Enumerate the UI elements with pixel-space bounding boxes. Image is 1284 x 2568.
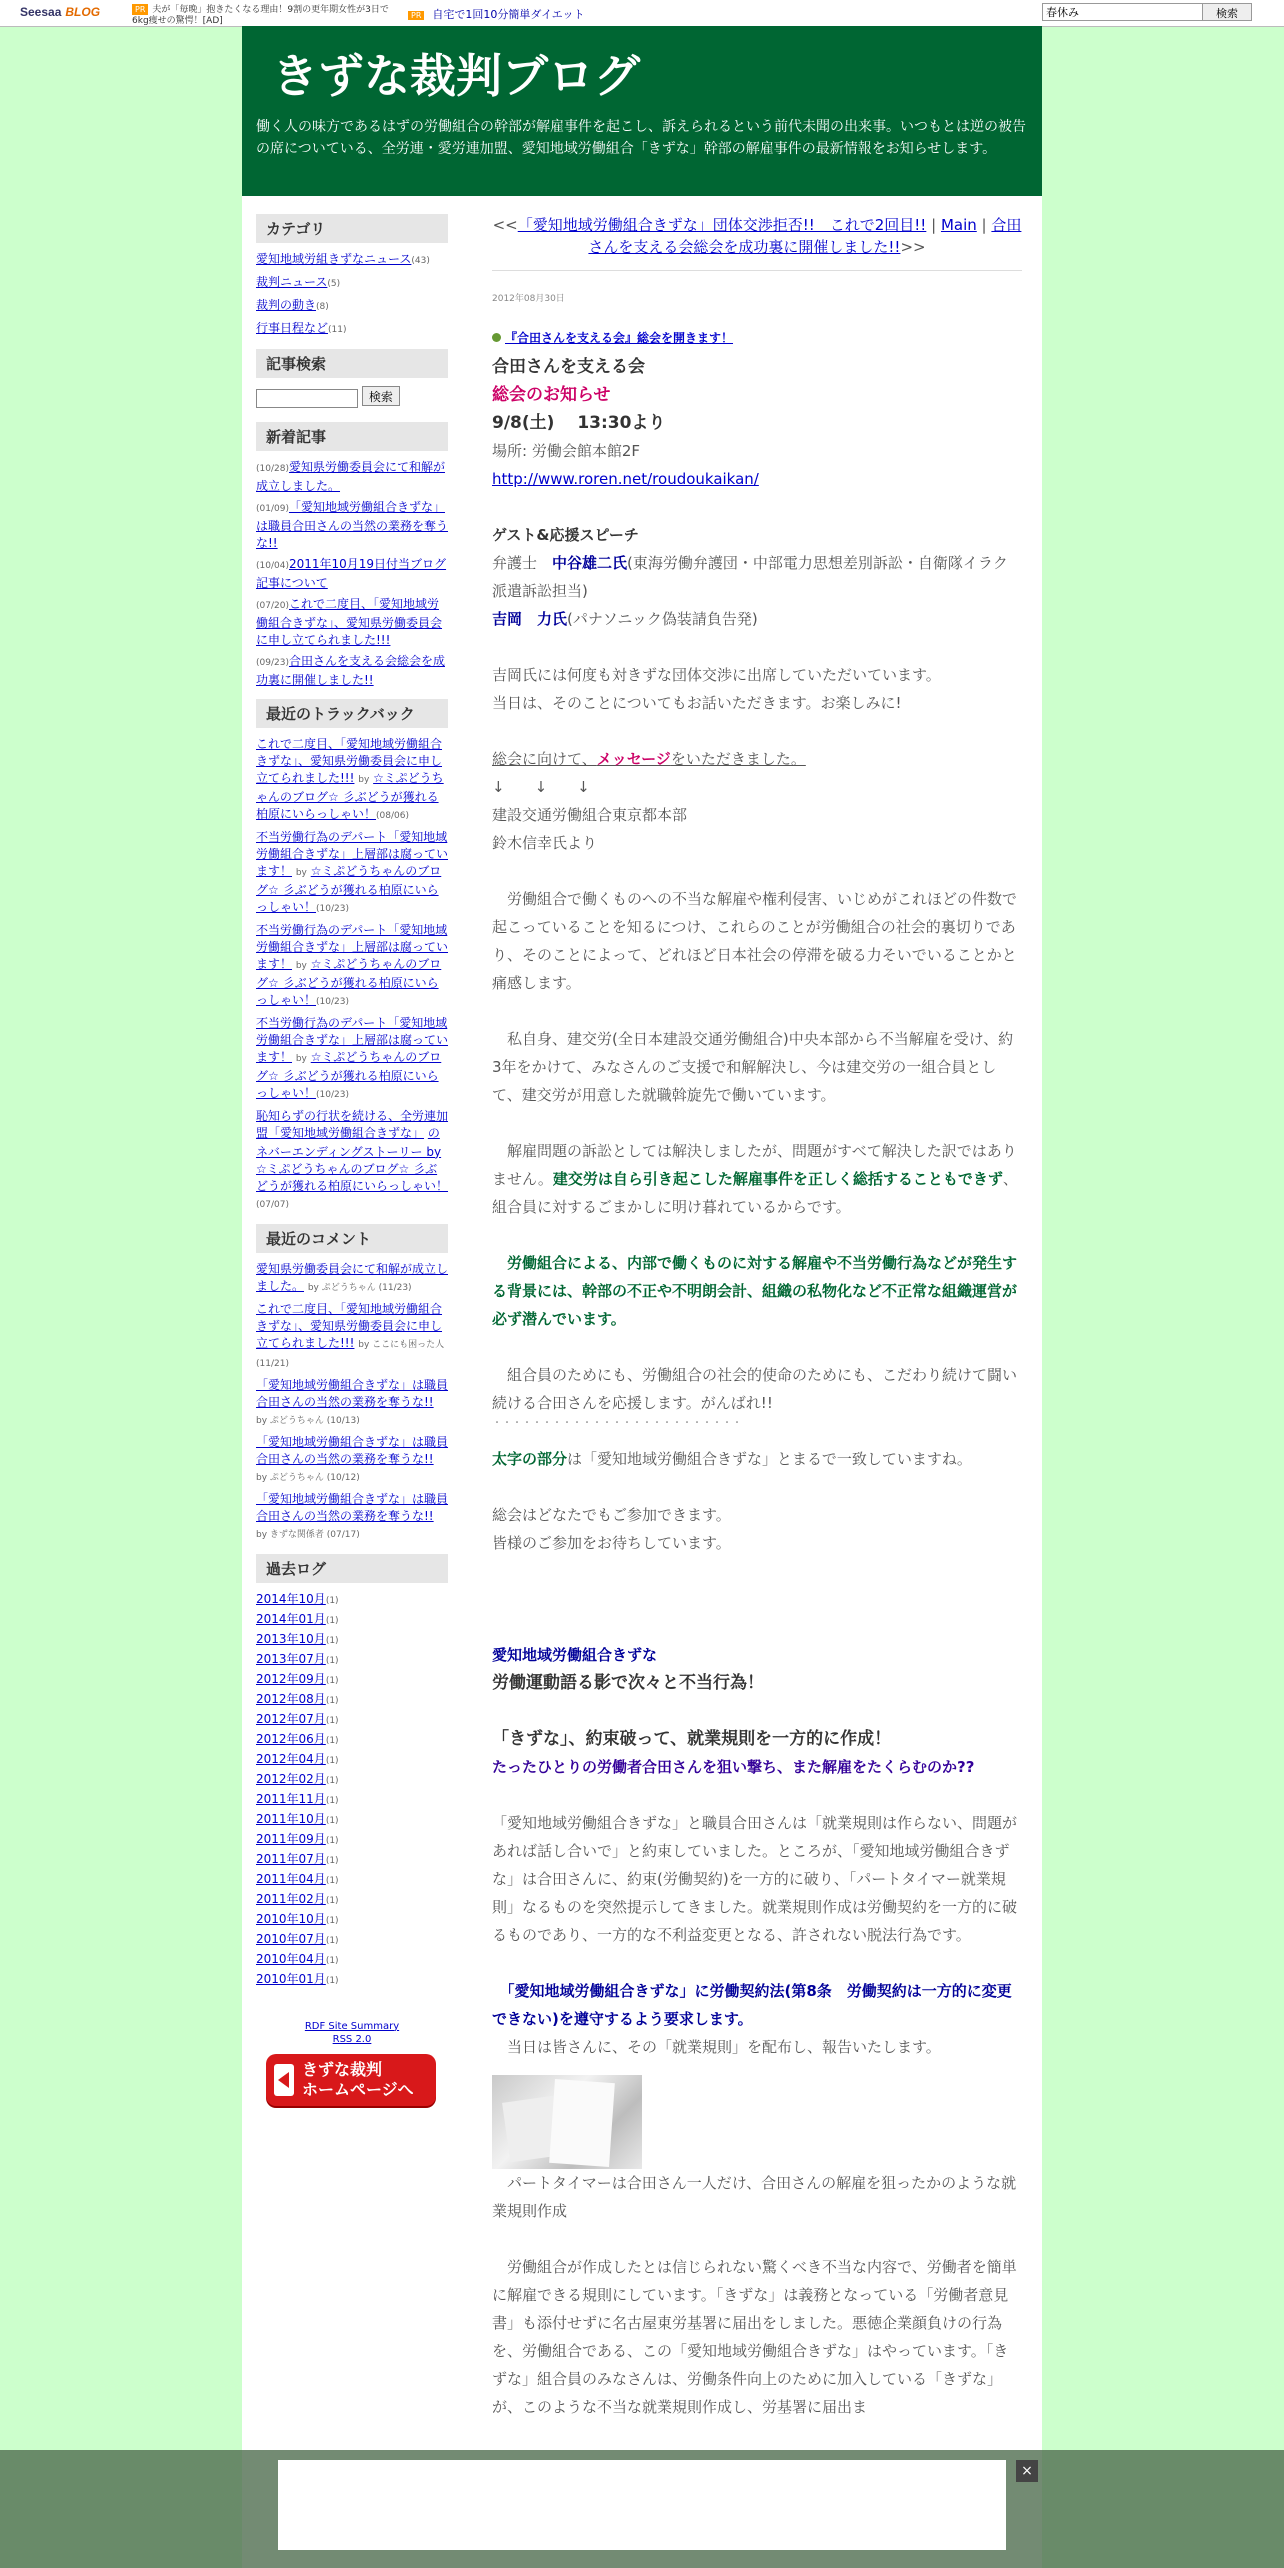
new-article-link[interactable]: 2011年10月19日付当ブログ記事について	[256, 556, 447, 590]
blog-description: 働く人の味方であるはずの労働組合の幹部が解雇事件を起こし、訴えられるという前代未聞の出来事。いつもとは逆の被告の席についている、全労連・愛労連加盟、愛知地域労働組合「きずな」幹部の解雇事件の最新情報をお知らせします。	[256, 119, 1026, 157]
homepage-button[interactable]	[266, 2054, 436, 2106]
article-date: (10/04)	[256, 560, 289, 571]
article-date: (09/23)	[256, 657, 289, 668]
logo-brand: Seesaa	[20, 5, 62, 19]
category-item	[256, 251, 448, 270]
trackback-link[interactable]: 恥知らずの行状を続ける、全労連加盟「愛知地域労働組合きずな」	[256, 1108, 449, 1140]
article-date: (10/28)	[256, 463, 289, 474]
body-line: 建設交通労働組合東京都本部	[492, 806, 688, 824]
category-link[interactable]: 行事日程など	[256, 321, 329, 335]
comment-item	[256, 1261, 448, 1297]
bullet-icon	[492, 333, 501, 342]
comment-meta: by ぷどうちゃん (10/13)	[256, 1415, 360, 1426]
trackback-by: by	[358, 774, 370, 785]
comment-link[interactable]: 愛知県労働委員会にて和解が成立しました。	[256, 1261, 449, 1293]
archive-link[interactable]: 2012年06月	[256, 1731, 326, 1746]
trackback-source-link[interactable]: ☆ミぷどうちゃんのブログ☆ 彡ぶどうが獲れる柏原にいらっしゃい！	[256, 956, 442, 1007]
archive-title: 過去ログ	[256, 1554, 448, 1583]
body-line: 労働運動語る影で次々と不当行為！	[492, 1673, 764, 1693]
body-paragraph: 組合員のためにも、労働組合の社会的使命のためにも、こだわり続けて闘い続ける合田さんを応援します。がんばれ!!	[492, 1366, 1018, 1412]
archive-count: (1)	[325, 1715, 339, 1726]
pr-tag: PR	[132, 4, 148, 15]
nav-separator: |	[981, 216, 987, 234]
comment-link[interactable]: 「愛知地域労働組合きずな」は職員合田さんの当然の業務を奪うな!!	[256, 1434, 449, 1466]
archive-link[interactable]: 2010年10月	[256, 1911, 326, 1926]
body-paragraph	[492, 1977, 1022, 2033]
rdf-link[interactable]: RDF Site Summary	[304, 2020, 400, 2032]
category-item	[256, 274, 448, 293]
body-paragraph: 労働組合で働くものへの不当な解雇や権利侵害、いじめがこれほどの件数で起こっていることを知るにつけ、これらのことが労働組合の社会的裏切りであり、そのことによって、どれほど日本社会の停滞を破る力そいでいることかと痛感します。	[492, 890, 1018, 992]
archive-link[interactable]: 2012年04月	[256, 1751, 326, 1766]
trackback-date: (10/23)	[316, 903, 349, 914]
sidebar	[256, 204, 448, 2106]
trackback-link[interactable]: これで二度目、「愛知地域労働組合きずな」、愛知県労働委員会に申し立てられました!!!	[256, 736, 443, 785]
archive-link[interactable]: 2012年02月	[256, 1771, 326, 1786]
body-paragraph: 「愛知地域労働組合きずな」と職員合田さんは「就業規則は作らない、問題があれば話し合いで」と約束していました。ところが、「愛知地域労働組合きずな」は合田さんに、約束(労働契約)を一方的に破り、「パートタイマー就業規則」なるものを突然提示してきました。就業規則作成は労働契約を一方的に破るものであり、一方的な不利益変更となる、許されない脱法行為です。	[492, 1814, 1018, 1944]
category-item	[256, 320, 448, 339]
body-line: 「きずな」、約束破って、就業規則を一方的に作成！	[492, 1729, 892, 1749]
archive-item	[256, 1971, 448, 1990]
archive-item	[256, 1771, 448, 1790]
blog-title[interactable]: きずな裁判ブログ	[272, 49, 640, 103]
body-line: たったひとりの労働者合田さんを狙い撃ち、また解雇をたくらむのか??	[492, 1758, 975, 1776]
new-article-item	[256, 459, 448, 495]
main-content	[492, 214, 1022, 2421]
rules-document-photo[interactable]	[492, 2075, 642, 2169]
blog-header	[242, 26, 1042, 196]
category-count: (8)	[316, 302, 329, 312]
archive-count: (1)	[325, 1895, 339, 1906]
trackback-source-link[interactable]: ☆ミぷどうちゃんのブログ☆ 彡ぶどうが獲れる柏原にいらっしゃい！	[256, 1049, 442, 1100]
nav-separator: |	[931, 216, 937, 234]
archive-count: (1)	[325, 1735, 339, 1746]
homepage-button-line2: ホームページへ	[302, 2079, 414, 2099]
archive-link[interactable]: 2010年07月	[256, 1931, 326, 1946]
archive-count: (1)	[325, 1595, 339, 1606]
body-line	[492, 1445, 1022, 1473]
top-ad-link-1[interactable]	[132, 4, 402, 27]
archive-link[interactable]: 2011年04月	[256, 1871, 326, 1886]
archive-count: (1)	[325, 1935, 339, 1946]
archive-list	[256, 1591, 448, 1990]
page-body	[242, 196, 1042, 2568]
body-line: 当日は皆さんに、その「就業規則」を配布し、報告いたします。	[492, 2038, 941, 2056]
comments-list	[256, 1261, 448, 1544]
main-link[interactable]: Main	[940, 216, 977, 234]
new-article-link[interactable]: これで二度目、「愛知地域労働組合きずな」、愛知県労働委員会に申し立てられました!!!	[256, 596, 443, 647]
prev-post-link[interactable]: 「愛知地域労働組合きずな」団体交渉拒否!! これで2回目!!	[517, 216, 927, 234]
homepage-button-line1: きずな裁判	[302, 2059, 383, 2079]
archive-count: (1)	[325, 1815, 339, 1826]
comment-meta: by きずな関係者 (07/17)	[256, 1529, 360, 1540]
seesaa-logo[interactable]	[20, 5, 100, 19]
body-line: ゲスト&応援スピーチ	[492, 526, 639, 544]
body-line: 愛知地域労働組合きずな	[492, 1646, 658, 1664]
archive-item	[256, 1791, 448, 1810]
trackback-by: by	[295, 867, 307, 878]
trackback-by: by	[295, 1053, 307, 1064]
comment-link[interactable]: 「愛知地域労働組合きずな」は職員合田さんの当然の業務を奪うな!!	[256, 1491, 449, 1523]
archive-link[interactable]: 2014年10月	[256, 1591, 326, 1606]
archive-count: (1)	[325, 1635, 339, 1646]
bottom-ad-box[interactable]	[278, 2460, 1006, 2550]
next-post-link[interactable]: 合田さんを支える会総会を成功裏に開催しました!!	[588, 216, 1022, 256]
trackback-item	[256, 1015, 448, 1104]
trackback-date: (10/23)	[316, 1089, 349, 1100]
archive-item	[256, 1631, 448, 1650]
archive-item	[256, 1871, 448, 1890]
text-span: 「愛知地域労働組合きずな」に	[492, 1982, 710, 2000]
comment-meta: by ぷどうちゃん (11/23)	[307, 1282, 412, 1293]
close-icon[interactable]: ×	[1016, 2460, 1038, 2482]
photo-caption: パートタイマーは合田さん一人だけ、合田さんの解雇を狙ったかのような就業規則作成	[492, 2174, 1017, 2220]
sidebar-search	[256, 386, 448, 408]
text-span: 労働契約法(第8条 労働契約は一方的に変更できない)	[492, 1982, 1012, 2028]
venue-url-link[interactable]: http://www.roren.net/roudoukaikan/	[492, 470, 759, 488]
archive-link[interactable]: 2012年07月	[256, 1711, 326, 1726]
archive-item	[256, 1911, 448, 1930]
trackback-date: (10/23)	[316, 996, 349, 1007]
comment-item	[256, 1377, 448, 1430]
category-item	[256, 297, 448, 316]
text-span: をいただきました。	[670, 750, 806, 768]
archive-count: (1)	[325, 1675, 339, 1686]
top-ad-link-2[interactable]	[408, 6, 585, 22]
body-paragraph: 私自身、建交労(全日本建設交通労働組合)中央本部から不当解雇を受け、約3年をかけて、みなさんのご支援で和解解決し、今は建交労の一組合員として、建交労が用意した就職斡旋先で働いています。	[492, 1030, 1014, 1104]
body-paragraph	[492, 1137, 1022, 1221]
comment-link[interactable]: これで二度目、「愛知地域労働組合きずな」、愛知県労働委員会に申し立てられました!!!	[256, 1301, 443, 1350]
body-line: 総会はどなたでもご参加できます。	[492, 1506, 731, 1524]
archive-link[interactable]: 2010年04月	[256, 1951, 326, 1966]
archive-link[interactable]: 2011年02月	[256, 1891, 326, 1906]
dotted-separator: ・・・・・・・・・・・・・・・・・・・・・・・・・	[492, 1418, 742, 1429]
archive-item	[256, 1651, 448, 1670]
comment-link[interactable]: 「愛知地域労働組合きずな」は職員合田さんの当然の業務を奪うな!!	[256, 1377, 449, 1409]
trackback-link[interactable]: 不当労働行為のデパート「愛知地域労働組合きずな」上層部は腐っています！	[256, 922, 449, 971]
archive-item	[256, 1891, 448, 1910]
article-date: (07/20)	[256, 600, 289, 611]
text-span: は「愛知地域労働組合きずな」とまるで一致していますね。	[567, 1450, 972, 1468]
archive-count: (1)	[325, 1695, 339, 1706]
archive-item	[256, 1851, 448, 1870]
trackback-item	[256, 922, 448, 1011]
article-date: (01/09)	[256, 503, 289, 514]
new-articles-list	[256, 459, 448, 689]
body-line	[492, 605, 1022, 633]
body-line: ↓ ↓ ↓	[492, 778, 590, 796]
category-count: (43)	[411, 256, 430, 266]
new-article-link[interactable]: 愛知県労働委員会にて和解が成立しました。	[256, 459, 445, 493]
trackback-date: (07/07)	[256, 1199, 289, 1210]
archive-link[interactable]: 2013年10月	[256, 1631, 326, 1646]
new-articles-title: 新着記事	[256, 422, 448, 451]
archive-item	[256, 1811, 448, 1830]
body-line: 吉岡氏には何度も対きずな団体交渉に出席していただいています。	[492, 666, 941, 684]
categories-title: カテゴリ	[256, 214, 448, 243]
comment-meta: by ここにも困った人 (11/21)	[256, 1339, 445, 1369]
search-title: 記事検索	[256, 349, 448, 378]
comment-meta: by ぷどうちゃん (10/12)	[256, 1472, 360, 1483]
body-line	[492, 549, 1022, 605]
post-title	[492, 331, 1022, 345]
text-span: 中谷雄二氏	[552, 554, 628, 572]
body-line: 総会のお知らせ	[492, 385, 611, 405]
rss-link[interactable]: RSS 2.0	[332, 2033, 372, 2045]
trackback-link[interactable]: 不当労働行為のデパート「愛知地域労働組合きずな」上層部は腐っています！	[256, 829, 449, 878]
archive-item	[256, 1691, 448, 1710]
arrow-left-icon	[274, 2064, 294, 2096]
archive-link[interactable]: 2011年07月	[256, 1851, 326, 1866]
text-span: (パナソニック偽装請負告発)	[567, 610, 758, 628]
archive-link[interactable]: 2011年11月	[256, 1791, 326, 1806]
archive-link[interactable]: 2014年01月	[256, 1611, 326, 1626]
sidebar-search-button[interactable]: 検索	[362, 386, 400, 406]
archive-item	[256, 1611, 448, 1630]
top-search-button[interactable]: 検索	[1202, 3, 1252, 21]
text-span: メッセージ	[596, 750, 671, 768]
category-link[interactable]: 裁判の動き	[256, 298, 317, 312]
text-span: (東海労働弁護団・中部電力思想差別訴訟・自衛隊イラク派遣訴訟担当)	[492, 554, 1008, 600]
archive-count: (1)	[325, 1915, 339, 1926]
trackback-link[interactable]: 不当労働行為のデパート「愛知地域労働組合きずな」上層部は腐っています！	[256, 1015, 449, 1064]
text-span: 解雇問題の訴訟としては解決しましたが、問題がすべて解決した訳ではありません。	[492, 1142, 1017, 1188]
text-span: 建交労は自ら引き起こした解雇事件を正しく総括することもできず	[552, 1170, 1003, 1188]
body-line: 9/8(土) 13:30より	[492, 413, 666, 433]
text-span: 吉岡 力氏	[492, 610, 568, 628]
sidebar-search-input[interactable]	[256, 389, 358, 408]
trackback-item	[256, 736, 448, 825]
new-article-item	[256, 499, 448, 552]
archive-count: (1)	[325, 1835, 339, 1846]
homepage-button-label	[302, 2060, 414, 2100]
trackback-source-link[interactable]: ☆ミぷどうちゃんのブログ☆ 彡ぶどうが獲れる柏原にいらっしゃい！	[256, 770, 444, 821]
body-line: 皆様のご参加をお待ちしています。	[492, 1534, 731, 1552]
new-article-item	[256, 653, 448, 689]
text-span: 太字の部分	[492, 1450, 568, 1468]
new-article-item	[256, 556, 448, 592]
comments-title: 最近のコメント	[256, 1224, 448, 1253]
categories-list	[256, 251, 448, 339]
archive-link[interactable]: 2012年08月	[256, 1691, 326, 1706]
top-ad-bar	[0, 0, 1284, 27]
archive-item	[256, 1591, 448, 1610]
archive-link[interactable]: 2010年01月	[256, 1971, 326, 1986]
archive-count: (1)	[325, 1615, 339, 1626]
new-article-link[interactable]: 合田さんを支える会総会を成功裏に開催しました!!	[256, 653, 445, 687]
archive-count: (1)	[325, 1755, 339, 1766]
archive-count: (1)	[325, 1655, 339, 1666]
archive-count: (1)	[325, 1975, 339, 1986]
text-span: 総会に向けて、	[492, 750, 597, 768]
category-link[interactable]: 愛知地域労組きずなニュース	[256, 252, 412, 266]
comment-item	[256, 1301, 448, 1373]
pr-tag: PR	[408, 11, 424, 20]
archive-item	[256, 1731, 448, 1750]
text-span: を遵守するよう要求します。	[558, 2010, 753, 2028]
body-line: 場所: 労働会館本館2F	[492, 442, 640, 460]
trackbacks-list	[256, 736, 448, 1214]
comment-item	[256, 1434, 448, 1487]
body-line: 合田さんを支える会	[492, 357, 645, 377]
archive-link[interactable]: 2011年09月	[256, 1831, 326, 1846]
paper-shape	[549, 2079, 615, 2167]
ad-text: 夫が「毎晩」抱きたくなる理由！9割の更年期女性が3日で6kg痩せの驚愕！[AD]	[132, 5, 389, 26]
body-line: 当日は、そのことについてもお話いただきます。お楽しみに!	[492, 694, 902, 712]
archive-item	[256, 1831, 448, 1850]
comment-item	[256, 1491, 448, 1544]
logo-blog: BLOG	[65, 5, 101, 19]
top-search-input[interactable]	[1042, 3, 1205, 21]
post-navigation	[492, 214, 1022, 271]
archive-link[interactable]: 2012年09月	[256, 1671, 326, 1686]
archive-item	[256, 1711, 448, 1730]
text-span: 、組合員に対するごまかしに明け暮れているからです。	[492, 1170, 1018, 1216]
archive-count: (1)	[325, 1855, 339, 1866]
archive-count: (1)	[325, 1875, 339, 1886]
bottom-ad-overlay	[0, 2450, 1284, 2568]
category-count: (11)	[328, 325, 347, 335]
archive-count: (1)	[325, 1775, 339, 1786]
nav-prev-prefix: <<	[492, 216, 518, 234]
category-count: (5)	[327, 279, 341, 289]
trackback-item	[256, 1108, 448, 1214]
trackback-date: (08/06)	[376, 810, 409, 821]
ad-text: 自宅で1回10分簡単ダイエット	[432, 8, 585, 21]
post-date: 2012年08月30日	[492, 294, 565, 304]
trackbacks-title: 最近のトラックバック	[256, 699, 448, 728]
new-article-item	[256, 596, 448, 649]
archive-count: (1)	[325, 1795, 339, 1806]
archive-link[interactable]: 2013年07月	[256, 1651, 326, 1666]
new-article-link[interactable]: 「愛知地域労働組合きずな」は職員合田さんの当然の業務を奪うな!!	[256, 499, 449, 550]
trackback-item	[256, 829, 448, 918]
archive-item	[256, 1951, 448, 1970]
trackback-source-link[interactable]: ☆ミぷどうちゃんのブログ☆ 彡ぶどうが獲れる柏原にいらっしゃい！	[256, 863, 442, 914]
body-paragraph: 労働組合による、内部で働くものに対する解雇や不当労働行為などが発生する背景には、幹部の不正や不明朗会計、組織の私物化など不正常な組織運営が必ず潜んでいます。	[492, 1254, 1018, 1328]
text-span: 弁護士	[492, 554, 553, 572]
archive-count: (1)	[325, 1955, 339, 1966]
archive-item	[256, 1931, 448, 1950]
archive-item	[256, 1671, 448, 1690]
trackback-by: by	[295, 960, 307, 971]
body-line	[492, 745, 1022, 773]
archive-item	[256, 1751, 448, 1770]
post-title-link[interactable]: 『合田さんを支える会』総会を開きます！	[505, 331, 734, 345]
archive-link[interactable]: 2011年10月	[256, 1811, 326, 1826]
trackback-source-link[interactable]: のネバーエンディングストーリー by ☆ミぷどうちゃんのブログ☆ 彡ぶどうが獲れる柏原にいらっしゃい！	[256, 1125, 449, 1193]
nav-next-suffix: >>	[900, 238, 926, 256]
body-line: 鈴木信幸氏より	[492, 834, 598, 852]
category-link[interactable]: 裁判ニュース	[256, 275, 328, 289]
body-paragraph: 労働組合が作成したとは信じられない驚くべき不当な内容で、労働者を簡単に解雇できる規則にしています。「きずな」は義務となっている「労働者意見書」も添付せずに名古屋東労基署に届出をしました。悪徳企業顔負けの行為を、労働組合である、この「愛知地域労働組合きずな」はやっています。「きずな」組合員のみなさんは、労働条件向上のために加入している「きずな」が、このような不当な就業規則作成し、労基署に届出ま	[492, 2258, 1017, 2416]
feed-links	[256, 2020, 448, 2046]
